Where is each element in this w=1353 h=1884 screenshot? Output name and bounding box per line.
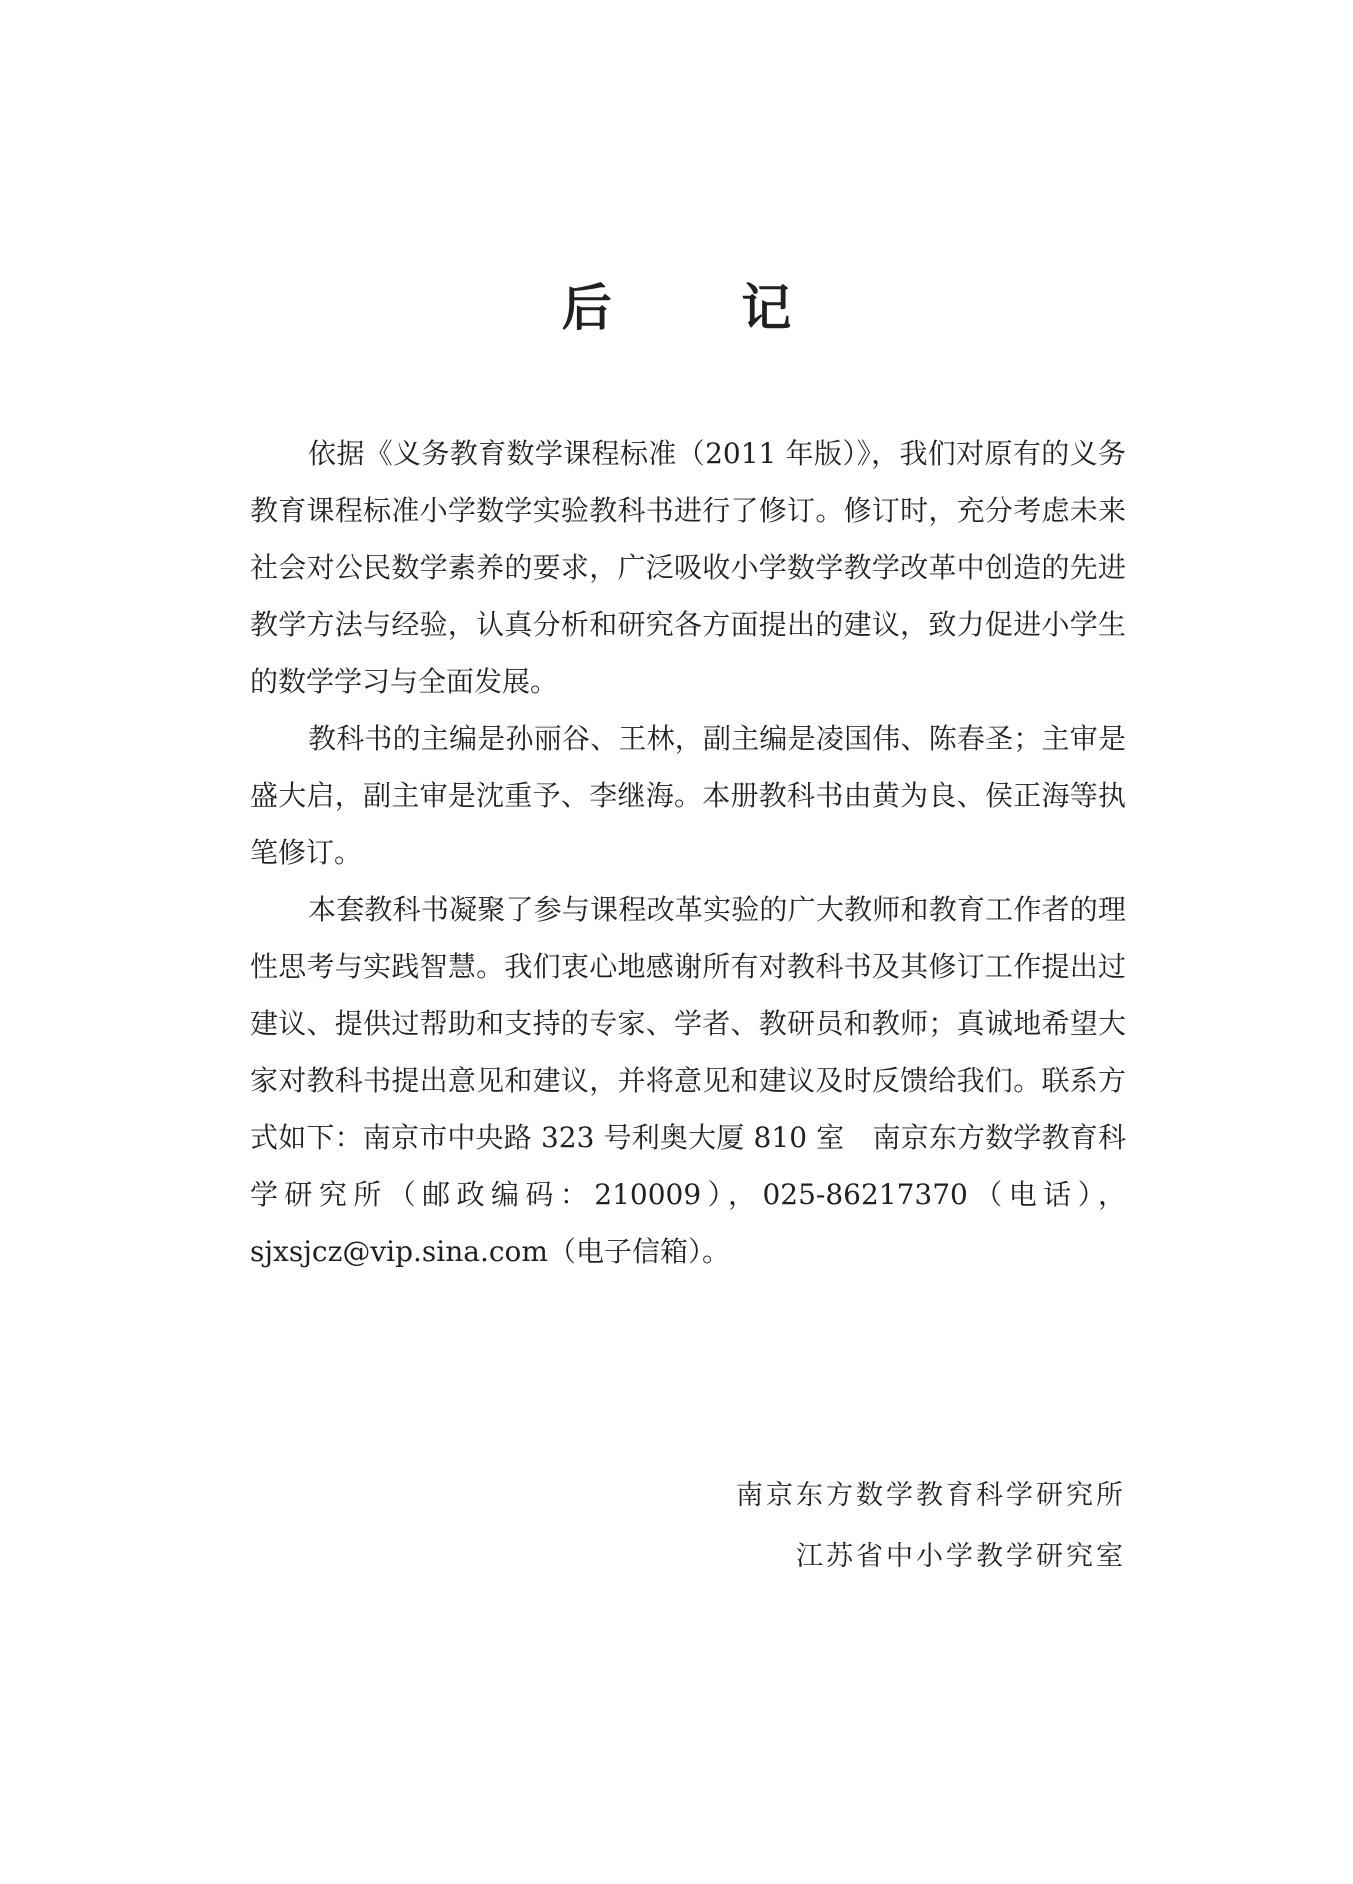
paragraph-acknowledgement: 本套教科书凝聚了参与课程改革实验的广大教师和教育工作者的理性思考与实践智慧。我们衷心地感谢所有对教科书及其修订工作提出过建议、提供过帮助和支持的专家、学者、教研员和教师；真诚地希望大家对教科书提出意见和建议，并将意见和建议及时反馈给我们。联系方式如下：南京市中央路 323 号利奥大厦 810 室 南京东方数学教育科学研究所（邮政编码：210009），025-86217370（电话），sjxsjcz@vip.sina.com（电子信箱）。 (250, 893, 1126, 1268)
page-title: 后 记 (561, 279, 848, 337)
signature-office: 江苏省中小学教学研究室 (796, 1541, 1126, 1572)
signature-institute: 南京东方数学教育科学研究所 (736, 1480, 1126, 1511)
paragraph-revision: 依据《义务教育数学课程标准（2011 年版）》，我们对原有的义务教育课程标准小学数学实验教科书进行了修订。修订时，充分考虑未来社会对公民数学素养的要求，广泛吸收小学数学教学改革中创造的先进教学方法与经验，认真分析和研究各方面提出的建议，致力促进小学生的数学学习与全面发展。 (250, 437, 1126, 698)
paragraph-editors: 教科书的主编是孙丽谷、王林，副主编是凌国伟、陈春圣；主审是盛大启，副主审是沈重予、李继海。本册教科书由黄为良、侯正海等执笔修订。 (250, 722, 1126, 869)
signature-block (736, 1465, 1126, 1587)
afterword-body (250, 425, 1126, 1280)
